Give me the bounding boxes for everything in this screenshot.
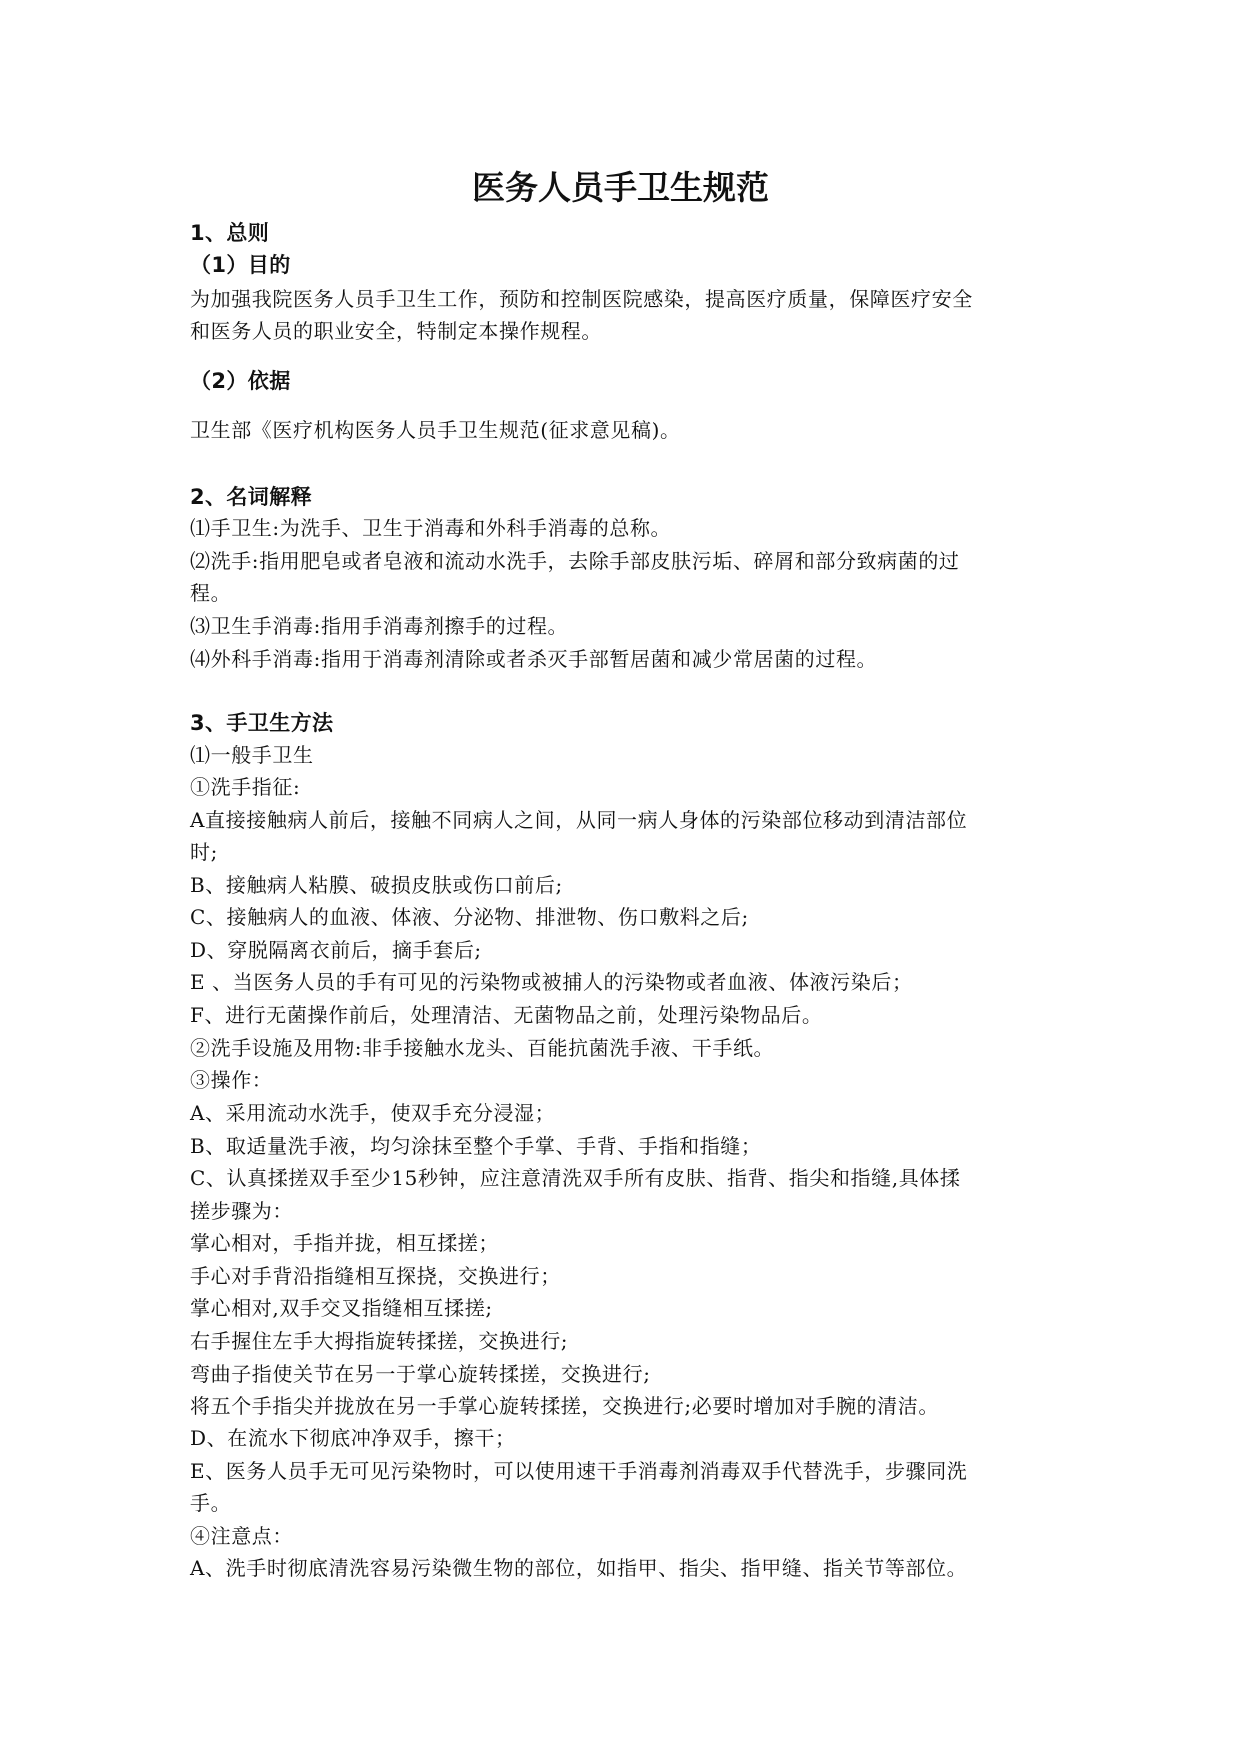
list-item: E 、当医务人员的手有可见的污染物或被捕人的污染物或者血液、体液污染后；	[190, 970, 913, 994]
step-item: 掌心相对，手指并拢，相互揉搓；	[190, 1231, 499, 1255]
step-item: 弯曲子指使关节在另一于掌心旋转揉搓，交换进行;	[190, 1362, 651, 1386]
list-item-continuation: 搓步骤为：	[190, 1199, 293, 1223]
list-item: B、接触病人粘膜、破损皮肤或伤口前后;	[190, 873, 563, 897]
list-item: ②洗手设施及用物:非手接触水龙头、百能抗菌洗手液、干手纸。	[190, 1036, 775, 1060]
paragraph-line: 卫生部《医疗机构医务人员手卫生规范(征求意见稿)。	[190, 418, 681, 442]
section-heading-definitions: 2、名词解释	[190, 485, 313, 509]
list-item: A直接接触病人前后，接触不同病人之间，从同一病人身体的污染部位移动到清洁部位	[190, 808, 968, 832]
step-item: 右手握住左手大拇指旋转揉搓，交换进行;	[190, 1329, 569, 1353]
list-item: D、在流水下彻底冲净双手，擦干；	[190, 1426, 516, 1450]
step-item: 手心对手背沿指缝相互探挠，交换进行；	[190, 1264, 561, 1288]
list-item-continuation: 时;	[190, 840, 218, 864]
list-item: A、采用流动水洗手，使双手充分浸湿；	[190, 1101, 556, 1125]
list-item: C、认真揉搓双手至少15秒钟，应注意清洗双手所有皮肤、指背、指尖和指缝,具体揉	[190, 1166, 961, 1190]
list-item: F、进行无菌操作前后，处理清洁、无菌物品之前，处理污染物品后。	[190, 1003, 823, 1027]
list-item: ③操作：	[190, 1068, 273, 1092]
subheading-basis: （2）依据	[190, 369, 291, 393]
section-heading-methods: 3、手卫生方法	[190, 711, 334, 735]
list-item: ⑴手卫生:为洗手、卫生于消毒和外科手消毒的总称。	[190, 516, 672, 540]
list-item: ⑷外科手消毒:指用于消毒剂清除或者杀灭手部暂居菌和减少常居菌的过程。	[190, 647, 878, 671]
section-heading-general: 1、总则	[190, 221, 270, 245]
step-item: 掌心相对,双手交叉指缝相互揉搓;	[190, 1296, 493, 1320]
list-item: C、接触病人的血液、体液、分泌物、排泄物、伤口敷料之后;	[190, 905, 749, 929]
list-item: ①洗手指征:	[190, 775, 301, 799]
subheading-general-hygiene: ⑴一般手卫生	[190, 743, 314, 767]
list-item: E、医务人员手无可见污染物时，可以使用速干手消毒剂消毒双手代替洗手，步骤同洗	[190, 1459, 968, 1483]
paragraph-line: 和医务人员的职业安全，特制定本操作规程。	[190, 319, 602, 343]
list-item-continuation: 手。	[190, 1491, 232, 1515]
list-item: ⑵洗手:指用肥皂或者皂液和流动水洗手，去除手部皮肤污垢、碎屑和部分致病菌的过	[190, 549, 960, 573]
paragraph-line: 为加强我院医务人员手卫生工作，预防和控制医院感染，提高医疗质量，保障医疗安全	[190, 287, 973, 311]
list-item: ⑶卫生手消毒:指用手消毒剂擦手的过程。	[190, 614, 569, 638]
list-item: A、洗手时彻底清洗容易污染微生物的部位，如指甲、指尖、指甲缝、指关节等部位。	[190, 1556, 968, 1580]
page-title: 医务人员手卫生规范	[472, 168, 769, 207]
list-item: ④注意点：	[190, 1524, 293, 1548]
list-item-continuation: 程。	[190, 581, 232, 605]
list-item: D、穿脱隔离衣前后，摘手套后;	[190, 938, 482, 962]
subheading-purpose: （1）目的	[190, 253, 291, 277]
list-item: B、取适量洗手液，均匀涂抹至整个手掌、手背、手指和指缝；	[190, 1134, 762, 1158]
step-item: 将五个手指尖并拢放在另一手掌心旋转揉搓，交换进行;必要时增加对手腕的清洁。	[190, 1394, 939, 1418]
